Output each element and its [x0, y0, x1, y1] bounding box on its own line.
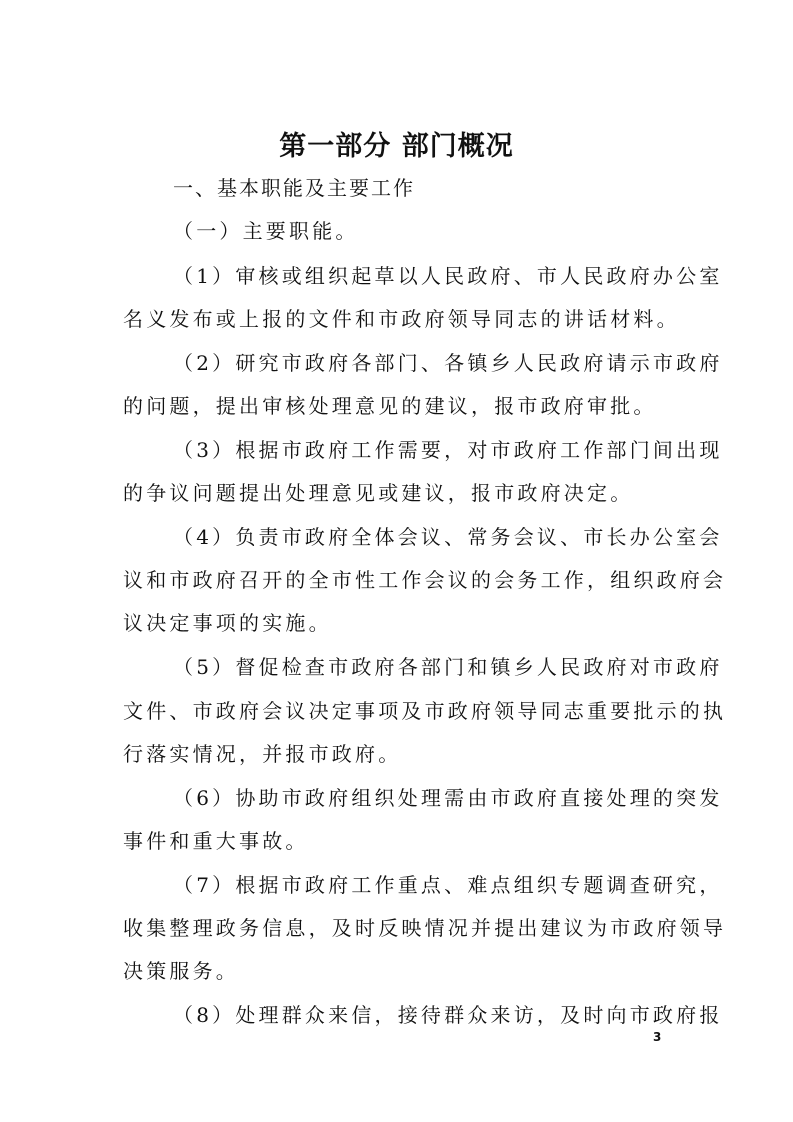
paragraph-3-line-2: 的争议问题提出处理意见或建议，报市政府决定。	[123, 481, 634, 505]
paragraph-8-line-1: （8）处理群众来信，接待群众来访，及时向市政府报	[173, 1003, 723, 1027]
paragraph-7-line-1: （7）根据市政府工作重点、难点组织专题调查研究，	[173, 873, 723, 897]
paragraph-2-line-2: 的问题，提出审核处理意见的建议，报市政府审批。	[123, 394, 657, 418]
paragraph-5-line-2: 文件、市政府会议决定事项及市政府领导同志重要批示的执	[123, 699, 727, 723]
page-number: 3	[653, 1030, 662, 1044]
section-heading: 一、基本职能及主要工作	[173, 176, 415, 200]
page-title: 第一部分 部门概况	[279, 131, 514, 162]
paragraph-4-line-3: 议决定事项的实施。	[123, 611, 332, 635]
paragraph-7-line-2: 收集整理政务信息，及时反映情况并提出建议为市政府领导	[123, 916, 727, 940]
paragraph-1-line-1: （1）审核或组织起草以人民政府、市人民政府办公室	[173, 264, 723, 288]
paragraph-5-line-3: 行落实情况，并报市政府。	[123, 742, 402, 766]
paragraph-4-line-2: 议和市政府召开的全市性工作会议的会务工作，组织政府会	[123, 568, 727, 592]
subsection-heading: （一）主要职能。	[173, 219, 359, 243]
paragraph-6-line-1: （6）协助市政府组织处理需由市政府直接处理的突发	[173, 786, 723, 810]
paragraph-2-line-1: （2）研究市政府各部门、各镇乡人民政府请示市政府	[173, 351, 723, 375]
paragraph-1-line-2: 名义发布或上报的文件和市政府领导同志的讲话材料。	[123, 307, 680, 331]
paragraph-4-line-1: （4）负责市政府全体会议、常务会议、市长办公室会	[173, 525, 723, 549]
paragraph-3-line-1: （3）根据市政府工作需要，对市政府工作部门间出现	[173, 438, 723, 462]
paragraph-6-line-2: 事件和重大事故。	[123, 829, 309, 853]
paragraph-5-line-1: （5）督促检查市政府各部门和镇乡人民政府对市政府	[173, 655, 723, 679]
paragraph-7-line-3: 决策服务。	[123, 959, 239, 983]
